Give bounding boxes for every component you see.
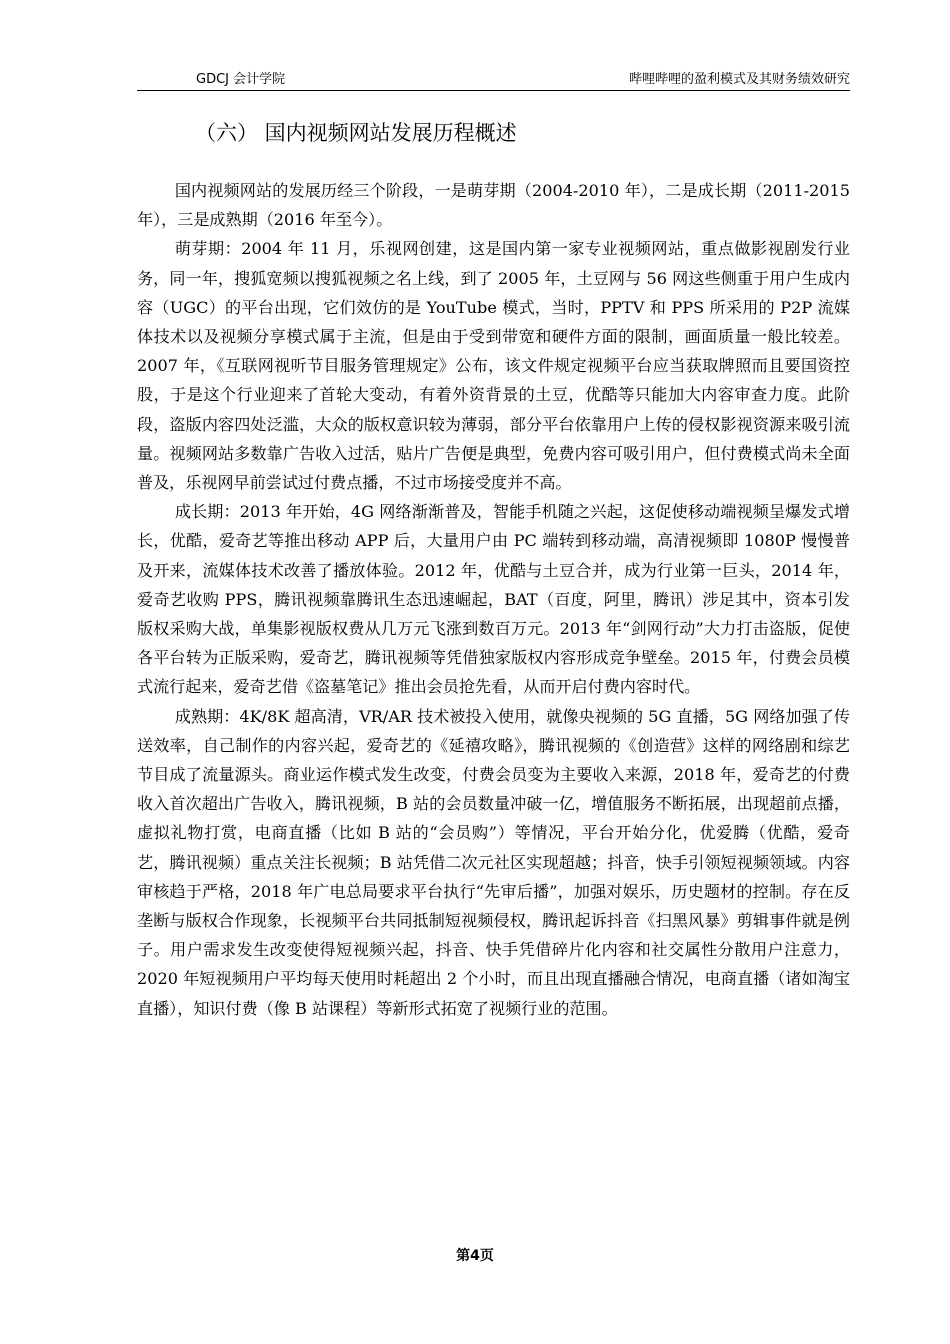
page-number: 第4页 — [456, 1248, 494, 1264]
section-heading: （六） 国内视频网站发展历程概述 — [195, 121, 517, 145]
header-school-name: GDCJ 会计学院 — [196, 72, 286, 87]
paragraph-germination-stage: 萌芽期：2004 年 11 月，乐视网创建，这是国内第一家专业视频网站，重点做影视剧发行业务，同一年，搜狐宽频以搜狐视频之名上线，到了 2005 年，土豆网与 56 网这些侧重于用户生成内容（UGC）的平台出现，它们效仿的是 YouTube 模式，当时，PPTV 和 PPS 所采用的 P2P 流媒体技术以及视频分享模式属于主流，但是由于受到带宽和硬件方面的限制，画面质量一般比较差。2007 年，《互联网视听节目服务管理规定》公布，该文件规定视频平台应当获取牌照而且要国资控股，于是这个行业迎来了首轮大变动，有着外资背景的土豆，优酷等只能加大内容审查力度。此阶段，盗版内容四处泛滥，大众的版权意识较为薄弱，部分平台依靠用户上传的侵权影视资源来吸引流量。视频网站多数靠广告收入过活，贴片广告便是典型，免费内容可吸引用户，但付费模式尚未全面普及，乐视网早前尝试过付费点播，不过市场接受度并不高。 — [137, 239, 850, 493]
paragraph-growth-stage: 成长期：2013 年开始，4G 网络渐渐普及，智能手机随之兴起，这促使移动端视频呈爆发式增长，优酷，爱奇艺等推出移动 APP 后，大量用户由 PC 端转到移动端，高清视频即 1080P 慢慢普及开来，流媒体技术改善了播放体验。2012 年，优酷与土豆合并，成为行业第一巨头，2014 年，爱奇艺收购 PPS，腾讯视频靠腾讯生态迅速崛起，BAT（百度，阿里，腾讯）涉足其中，资本引发版权采购大战，单集影视版权费从几万元飞涨到数百万元。2013 年“剑网行动”大力打击盗版，促使各平台转为正版采购，爱奇艺，腾讯视频等凭借独家版权内容形成竞争壁垒。2015 年，付费会员模式流行起来，爱奇艺借《盗墓笔记》推出会员抢先看，从而开启付费内容时代。 — [137, 502, 850, 697]
header-thesis-title: 哔哩哔哩的盈利模式及其财务绩效研究 — [628, 72, 850, 87]
page-header — [137, 64, 850, 91]
paragraph-maturity-stage: 成熟期：4K/8K 超高清，VR/AR 技术被投入使用，就像央视频的 5G 直播，5G 网络加强了传送效率，自己制作的内容兴起，爱奇艺的《延禧攻略》，腾讯视频的《创造营》这样的网络剧和综艺节目成了流量源头。商业运作模式发生改变，付费会员变为主要收入来源，2018 年，爱奇艺的付费收入首次超出广告收入，腾讯视频，B 站的会员数量冲破一亿，增值服务不断拓展，出现超前点播，虚拟礼物打赏，电商直播（比如 B 站的“会员购”）等情况，平台开始分化，优爱腾（优酷，爱奇艺，腾讯视频）重点关注长视频；B 站凭借二次元社区实现超越；抖音，快手引领短视频领域。内容审核趋于严格，2018 年广电总局要求平台执行“先审后播”，加强对娱乐，历史题材的控制。存在反垄断与版权合作现象，长视频平台共同抵制短视频侵权，腾讯起诉抖音《扫黑风暴》剪辑事件就是例子。用户需求发生改变使得短视频兴起，抖音、快手凭借碎片化内容和社交属性分散用户注意力，2020 年短视频用户平均每天使用时耗超出 2 个小时，而且出现直播融合情况，电商直播（诸如淘宝直播），知识付费（像 B 站课程）等新形式拓宽了视频行业的范围。 — [137, 706, 850, 1018]
body-text — [137, 176, 850, 1023]
paragraph-overview: 国内视频网站的发展历经三个阶段，一是萌芽期（2004-2010 年），二是成长期（2011-2015 年），三是成熟期（2016 年至今）。 — [137, 181, 850, 230]
